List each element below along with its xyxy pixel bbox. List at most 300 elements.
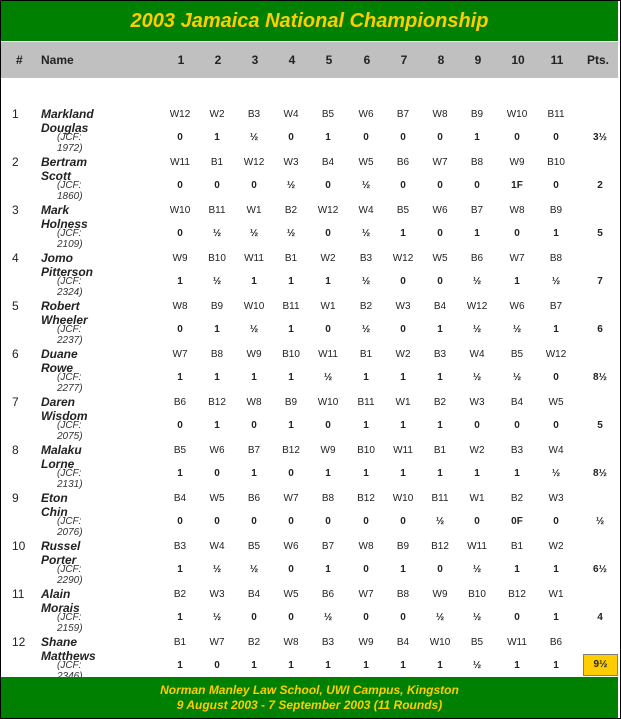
- score-cell: 1: [514, 468, 520, 479]
- player-name: Markland Douglas: [41, 107, 94, 135]
- opponent-cell: W9: [432, 589, 448, 600]
- opponent-cell: W4: [283, 109, 299, 120]
- player-number: 6: [12, 347, 19, 361]
- score-cell: 0: [400, 612, 406, 623]
- opponent-cell: W11: [318, 349, 338, 360]
- score-cell: 0: [437, 132, 443, 143]
- opponent-cell: W9: [246, 349, 262, 360]
- score-cell: 0: [214, 516, 220, 527]
- score-cell: 0F: [511, 516, 523, 527]
- opponent-cell: B10: [547, 157, 565, 168]
- player-rating: (JCF: 1860): [57, 180, 83, 202]
- opponent-cell: B2: [173, 589, 187, 600]
- score-cell: 1: [514, 660, 520, 671]
- opponent-cell: W7: [358, 589, 374, 600]
- opponent-cell: B7: [247, 445, 261, 456]
- score-cell: 0: [474, 516, 480, 527]
- player-rating: (JCF: 2131): [57, 468, 83, 490]
- score-cell: 1: [214, 132, 220, 143]
- player-points: 4: [597, 612, 603, 623]
- opponent-cell: W10: [506, 109, 528, 120]
- score-cell: 0: [514, 612, 520, 623]
- score-cell: 0: [325, 516, 331, 527]
- player-number: 2: [12, 155, 19, 169]
- score-cell: 0: [288, 516, 294, 527]
- opponent-cell: W2: [395, 349, 411, 360]
- player-rating: (JCF: 2277): [57, 372, 83, 394]
- opponent-cell: W3: [395, 301, 411, 312]
- score-cell: 1: [251, 372, 257, 383]
- score-cell: 0: [177, 132, 183, 143]
- player-rating: (JCF: 2159): [57, 612, 83, 634]
- score-cell: 0: [214, 660, 220, 671]
- opponent-cell: W10: [243, 301, 265, 312]
- opponent-cell: W12: [466, 301, 488, 312]
- score-cell: 1: [474, 132, 480, 143]
- score-cell: 1: [177, 564, 183, 575]
- opponent-cell: B6: [396, 157, 410, 168]
- player-points: 3½: [593, 132, 607, 143]
- score-cell: 0: [363, 132, 369, 143]
- score-cell: 0: [251, 180, 257, 191]
- opponent-cell: B11: [547, 109, 565, 120]
- opponent-cell: W4: [209, 541, 225, 552]
- opponent-cell: W6: [283, 541, 299, 552]
- score-cell: 1: [400, 228, 406, 239]
- opponent-cell: W4: [548, 445, 564, 456]
- opponent-cell: W1: [246, 205, 262, 216]
- score-cell: 0: [325, 228, 331, 239]
- opponent-cell: W8: [358, 541, 374, 552]
- opponent-cell: W1: [395, 397, 411, 408]
- footer-venue: Norman Manley Law School, UWI Campus, Kingston: [160, 683, 459, 697]
- opponent-cell: B1: [210, 157, 224, 168]
- opponent-cell: B5: [173, 445, 187, 456]
- opponent-cell: B6: [470, 253, 484, 264]
- opponent-cell: W7: [509, 253, 525, 264]
- score-cell: ½: [472, 324, 482, 335]
- opponent-cell: W8: [432, 109, 448, 120]
- score-cell: ½: [212, 228, 222, 239]
- score-cell: ½: [286, 228, 296, 239]
- score-cell: 1: [288, 420, 294, 431]
- opponent-cell: B8: [210, 349, 224, 360]
- score-cell: ½: [323, 372, 333, 383]
- score-cell: ½: [249, 132, 259, 143]
- score-cell: 1: [400, 420, 406, 431]
- player-number: 12: [12, 635, 26, 649]
- score-cell: 1: [514, 564, 520, 575]
- opponent-cell: B10: [208, 253, 226, 264]
- player-points: 8½: [593, 468, 607, 479]
- score-cell: ½: [472, 564, 482, 575]
- header-round-10: 10: [511, 53, 525, 67]
- score-cell: 1: [400, 468, 406, 479]
- opponent-cell: W11: [244, 253, 264, 264]
- opponent-cell: W2: [209, 109, 225, 120]
- score-cell: 1: [437, 372, 443, 383]
- score-cell: 1: [177, 468, 183, 479]
- opponent-cell: W1: [469, 493, 485, 504]
- score-cell: ½: [212, 612, 222, 623]
- opponent-cell: W11: [467, 541, 487, 552]
- score-cell: 0: [251, 420, 257, 431]
- score-cell: ½: [249, 228, 259, 239]
- player-number: 9: [12, 491, 19, 505]
- player-number: 4: [12, 251, 19, 265]
- score-cell: 1: [553, 660, 559, 671]
- opponent-cell: W8: [283, 637, 299, 648]
- score-cell: 1: [553, 324, 559, 335]
- opponent-cell: B11: [282, 301, 300, 312]
- score-cell: 0: [288, 132, 294, 143]
- score-cell: 1: [288, 660, 294, 671]
- score-cell: 0: [288, 612, 294, 623]
- score-cell: 0: [400, 132, 406, 143]
- opponent-cell: W12: [317, 205, 339, 216]
- score-cell: ½: [512, 324, 522, 335]
- title-bar: [1, 1, 618, 41]
- player-points: 8½: [593, 372, 607, 383]
- opponent-cell: W2: [320, 253, 336, 264]
- opponent-cell: W10: [317, 397, 339, 408]
- opponent-cell: W1: [548, 589, 564, 600]
- opponent-cell: W5: [432, 253, 448, 264]
- opponent-cell: W8: [172, 301, 188, 312]
- header-round-7: 7: [400, 53, 408, 67]
- score-cell: ½: [435, 516, 445, 527]
- score-cell: 1: [177, 372, 183, 383]
- player-points: 6½: [593, 564, 607, 575]
- score-cell: 0: [514, 228, 520, 239]
- score-cell: 1: [214, 324, 220, 335]
- footer-dates: 9 August 2003 - 7 September 2003 (11 Rounds): [176, 698, 443, 712]
- opponent-cell: W12: [169, 109, 191, 120]
- opponent-cell: B3: [173, 541, 187, 552]
- player-name: Jomo Pitterson: [41, 251, 94, 279]
- opponent-cell: B6: [321, 589, 335, 600]
- score-cell: 0: [437, 228, 443, 239]
- player-points: 2: [597, 180, 603, 191]
- opponent-cell: B3: [321, 637, 335, 648]
- header-num: #: [16, 53, 23, 67]
- opponent-cell: B12: [431, 541, 449, 552]
- score-cell: 0: [437, 564, 443, 575]
- score-cell: ½: [361, 276, 371, 287]
- opponent-cell: B8: [470, 157, 484, 168]
- score-cell: 0: [325, 180, 331, 191]
- player-name: Mark Holness: [41, 203, 88, 231]
- header-round-6: 6: [363, 53, 371, 67]
- score-cell: 0: [400, 516, 406, 527]
- opponent-cell: B11: [208, 205, 226, 216]
- opponent-cell: B12: [357, 493, 375, 504]
- footer-bar: [1, 677, 618, 718]
- player-number: 10: [12, 539, 26, 553]
- opponent-cell: W11: [393, 445, 413, 456]
- opponent-cell: W8: [246, 397, 262, 408]
- score-cell: 1: [437, 420, 443, 431]
- player-points: ½: [595, 516, 605, 527]
- opponent-cell: B1: [284, 253, 298, 264]
- opponent-cell: B4: [433, 301, 447, 312]
- opponent-cell: B3: [433, 349, 447, 360]
- score-cell: 1: [437, 324, 443, 335]
- score-cell: 0: [363, 516, 369, 527]
- player-name: Bertram Scott: [41, 155, 88, 183]
- score-cell: 1: [363, 468, 369, 479]
- score-cell: ½: [286, 180, 296, 191]
- opponent-cell: W10: [429, 637, 451, 648]
- score-cell: 1: [437, 660, 443, 671]
- opponent-cell: B9: [284, 397, 298, 408]
- score-cell: ½: [551, 468, 561, 479]
- opponent-cell: W12: [243, 157, 265, 168]
- player-rating: (JCF:: [57, 660, 82, 671]
- score-cell: 1: [325, 276, 331, 287]
- header-round-1: 1: [177, 53, 185, 67]
- opponent-cell: B10: [357, 445, 375, 456]
- header-round-4: 4: [288, 53, 296, 67]
- opponent-cell: B11: [357, 397, 375, 408]
- page-title: 2003 Jamaica National Championship: [130, 9, 489, 32]
- header-name: Name: [41, 53, 74, 67]
- score-cell: 0: [177, 228, 183, 239]
- score-cell: 1: [363, 660, 369, 671]
- opponent-cell: B1: [173, 637, 187, 648]
- opponent-cell: W2: [548, 541, 564, 552]
- opponent-cell: B7: [549, 301, 563, 312]
- score-cell: ½: [361, 228, 371, 239]
- score-cell: 0: [325, 420, 331, 431]
- score-cell: ½: [323, 612, 333, 623]
- opponent-cell: B4: [321, 157, 335, 168]
- opponent-cell: B4: [173, 493, 187, 504]
- score-cell: 1: [437, 468, 443, 479]
- opponent-cell: W9: [320, 445, 336, 456]
- score-cell: 1: [553, 564, 559, 575]
- opponent-cell: B4: [396, 637, 410, 648]
- player-rating: (JCF: 1972): [57, 132, 83, 154]
- score-cell: ½: [551, 276, 561, 287]
- opponent-cell: W7: [209, 637, 225, 648]
- opponent-cell: W10: [392, 493, 414, 504]
- score-cell: 1: [288, 276, 294, 287]
- opponent-cell: W11: [507, 637, 527, 648]
- opponent-cell: B3: [359, 253, 373, 264]
- score-cell: 1: [288, 324, 294, 335]
- score-cell: 1: [363, 372, 369, 383]
- opponent-cell: B2: [510, 493, 524, 504]
- player-number: 5: [12, 299, 19, 313]
- player-name: Daren Wisdom: [41, 395, 88, 423]
- table-header: [1, 42, 618, 78]
- score-cell: 0: [437, 180, 443, 191]
- player-name: Robert Wheeler: [41, 299, 88, 327]
- score-cell: 1: [553, 228, 559, 239]
- score-cell: 1: [514, 276, 520, 287]
- opponent-cell: B4: [510, 397, 524, 408]
- score-cell: 0: [400, 324, 406, 335]
- score-cell: 0: [251, 516, 257, 527]
- opponent-cell: W9: [509, 157, 525, 168]
- score-cell: 0: [288, 468, 294, 479]
- player-name: Duane Rowe: [41, 347, 78, 375]
- opponent-cell: B5: [470, 637, 484, 648]
- opponent-cell: W10: [169, 205, 191, 216]
- player-rating: (JCF: 2109): [57, 228, 83, 250]
- player-number: 11: [12, 587, 25, 601]
- opponent-cell: W3: [548, 493, 564, 504]
- score-cell: 0: [251, 612, 257, 623]
- opponent-cell: B6: [247, 493, 261, 504]
- score-cell: 0: [437, 276, 443, 287]
- opponent-cell: W5: [283, 589, 299, 600]
- opponent-cell: B1: [433, 445, 447, 456]
- opponent-cell: W8: [509, 205, 525, 216]
- score-cell: ½: [512, 372, 522, 383]
- score-cell: ½: [249, 564, 259, 575]
- opponent-cell: B12: [208, 397, 226, 408]
- player-name: Malaku Lorne: [41, 443, 82, 471]
- opponent-cell: W9: [358, 637, 374, 648]
- player-rating: (JCF: 2075): [57, 420, 83, 442]
- opponent-cell: W6: [509, 301, 525, 312]
- player-name: Shane Matthews: [41, 635, 96, 663]
- player-points: 7: [597, 276, 603, 287]
- score-cell: 1: [214, 372, 220, 383]
- score-cell: ½: [472, 612, 482, 623]
- opponent-cell: B4: [247, 589, 261, 600]
- header-round-9: 9: [474, 53, 482, 67]
- opponent-cell: B5: [247, 541, 261, 552]
- score-cell: 1: [325, 468, 331, 479]
- opponent-cell: W5: [209, 493, 225, 504]
- score-cell: ½: [472, 372, 482, 383]
- header-round-5: 5: [325, 53, 333, 67]
- opponent-cell: B1: [510, 541, 524, 552]
- score-cell: 1: [553, 612, 559, 623]
- opponent-cell: B7: [470, 205, 484, 216]
- opponent-cell: W11: [170, 157, 190, 168]
- player-number: 1: [12, 107, 19, 121]
- opponent-cell: W7: [432, 157, 448, 168]
- opponent-cell: W7: [283, 493, 299, 504]
- score-cell: 0: [177, 324, 183, 335]
- opponent-cell: B9: [210, 301, 224, 312]
- opponent-cell: W12: [545, 349, 567, 360]
- opponent-cell: B3: [510, 445, 524, 456]
- player-number: 7: [12, 395, 19, 409]
- score-cell: 0: [474, 420, 480, 431]
- score-cell: ½: [212, 564, 222, 575]
- score-cell: 1: [251, 276, 257, 287]
- score-cell: 0: [363, 564, 369, 575]
- score-cell: 0: [400, 276, 406, 287]
- score-cell: 0: [553, 420, 559, 431]
- score-cell: 0: [214, 180, 220, 191]
- opponent-cell: B6: [549, 637, 563, 648]
- winner-points: 9½: [583, 654, 618, 676]
- opponent-cell: W5: [358, 157, 374, 168]
- score-cell: ½: [472, 660, 482, 671]
- opponent-cell: B2: [284, 205, 298, 216]
- opponent-cell: B10: [282, 349, 300, 360]
- opponent-cell: B1: [359, 349, 373, 360]
- opponent-cell: B9: [549, 205, 563, 216]
- score-cell: 0: [288, 564, 294, 575]
- opponent-cell: W12: [392, 253, 414, 264]
- opponent-cell: B2: [247, 637, 261, 648]
- score-cell: 1: [400, 564, 406, 575]
- opponent-cell: W1: [320, 301, 336, 312]
- opponent-cell: B3: [247, 109, 261, 120]
- opponent-cell: B7: [321, 541, 335, 552]
- player-name: Russel Porter: [41, 539, 81, 567]
- opponent-cell: B6: [173, 397, 187, 408]
- opponent-cell: B8: [396, 589, 410, 600]
- opponent-cell: W2: [469, 445, 485, 456]
- score-cell: 1F: [511, 180, 523, 191]
- score-cell: ½: [361, 180, 371, 191]
- score-cell: 0: [553, 516, 559, 527]
- opponent-cell: W5: [548, 397, 564, 408]
- opponent-cell: W3: [283, 157, 299, 168]
- score-cell: 0: [553, 180, 559, 191]
- player-rating: (JCF: 2237): [57, 324, 83, 346]
- score-cell: ½: [472, 276, 482, 287]
- opponent-cell: B9: [396, 541, 410, 552]
- header-round-8: 8: [437, 53, 445, 67]
- score-cell: 1: [474, 228, 480, 239]
- score-cell: 1: [251, 468, 257, 479]
- score-cell: 1: [325, 132, 331, 143]
- score-cell: 0: [177, 180, 183, 191]
- opponent-cell: W3: [469, 397, 485, 408]
- opponent-cell: B10: [468, 589, 486, 600]
- header-round-3: 3: [251, 53, 259, 67]
- score-cell: 1: [400, 660, 406, 671]
- score-cell: 0: [514, 132, 520, 143]
- opponent-cell: W7: [172, 349, 188, 360]
- header-points: Pts.: [587, 53, 610, 67]
- player-rating: (JCF: 2290): [57, 564, 83, 586]
- score-cell: ½: [361, 324, 371, 335]
- score-cell: 0: [553, 132, 559, 143]
- opponent-cell: B12: [508, 589, 526, 600]
- score-cell: 1: [325, 564, 331, 575]
- score-cell: 0: [553, 372, 559, 383]
- score-cell: 1: [214, 420, 220, 431]
- score-cell: 0: [177, 420, 183, 431]
- opponent-cell: W6: [432, 205, 448, 216]
- opponent-cell: B9: [470, 109, 484, 120]
- score-cell: 1: [325, 660, 331, 671]
- opponent-cell: W4: [469, 349, 485, 360]
- score-cell: 1: [400, 372, 406, 383]
- opponent-cell: B2: [359, 301, 373, 312]
- score-cell: 0: [400, 180, 406, 191]
- player-points: 5: [597, 228, 603, 239]
- opponent-cell: B5: [396, 205, 410, 216]
- score-cell: ½: [435, 612, 445, 623]
- opponent-cell: B7: [396, 109, 410, 120]
- score-cell: 0: [214, 468, 220, 479]
- score-cell: 1: [474, 468, 480, 479]
- player-name: Eton Chin: [41, 491, 68, 519]
- score-cell: 1: [177, 276, 183, 287]
- opponent-cell: B5: [321, 109, 335, 120]
